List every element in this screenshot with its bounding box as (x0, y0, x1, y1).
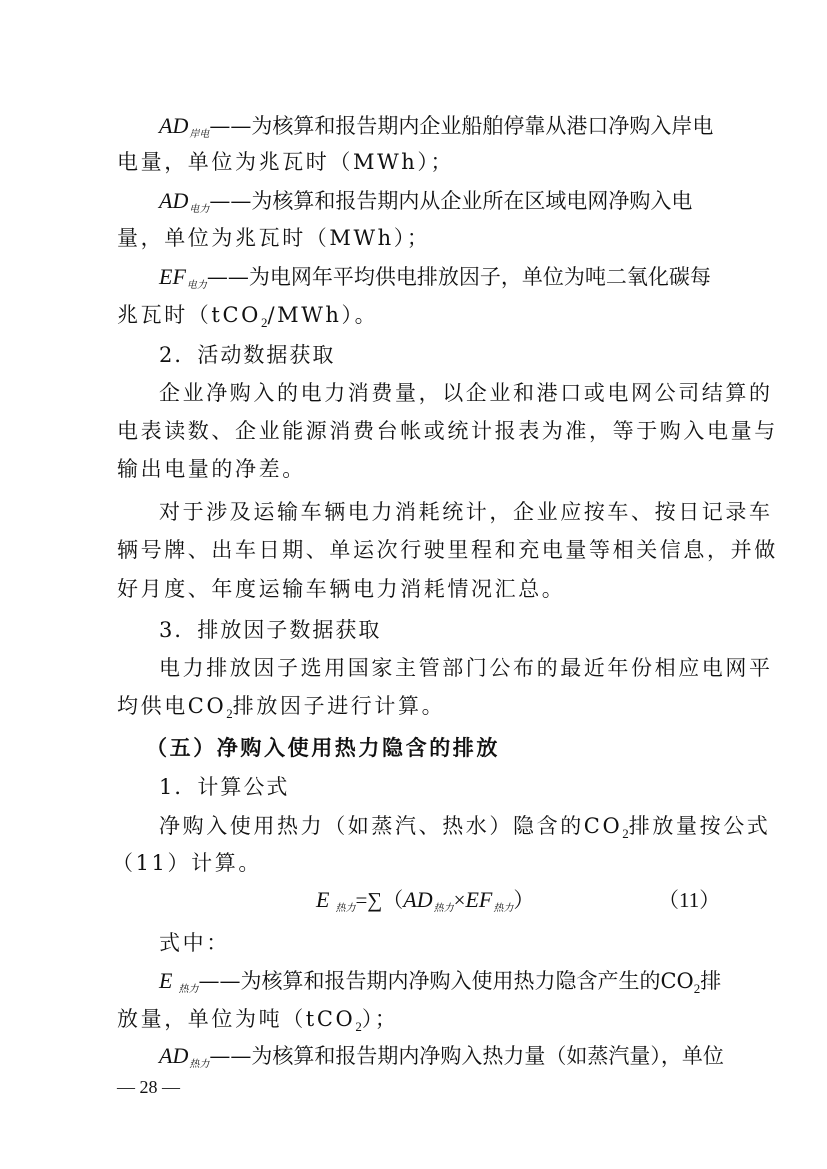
eq-sum: =∑（ (355, 888, 404, 912)
definition-text: ——为核算和报告期内企业船舶停靠从港口净购入岸电 (209, 114, 714, 138)
paragraph-heat-line2: （11）计算。 (112, 851, 262, 875)
definition-e-heat-line2 (117, 1006, 399, 1035)
subscript-heat: 热力 (189, 1059, 210, 1070)
factor-text-tail: 排放因子进行计算。 (232, 694, 446, 718)
subscript-two: 2 (226, 706, 233, 721)
section-heading-heat: （五）净购入使用热力隐含的排放 (146, 735, 500, 760)
definition-ef-power-line2 (117, 302, 378, 331)
where-label: 式中： (159, 931, 230, 955)
definition-ad-shore-line2: 电量，单位为兆瓦时（MWh）； (117, 150, 455, 174)
subscript-power: 电力 (189, 204, 210, 215)
eq-times: × (453, 888, 466, 912)
paragraph-activity-line1: 企业净购入的电力消费量，以企业和港口或电网公司结算的 (159, 381, 773, 405)
definition-text: ——为电网年平均供电排放因子，单位为吨二氧化碳每 (206, 265, 711, 289)
paragraph-vehicle-line1: 对于涉及运输车辆电力消耗统计，企业应按车、按日记录车 (159, 500, 773, 524)
definition-text: ——为核算和报告期内净购入热力量（如蒸汽量），单位 (209, 1044, 724, 1068)
equation-number: （11） (658, 888, 721, 912)
heading-formula: 1．计算公式 (159, 775, 290, 799)
unit-text-tail: ）； (361, 1007, 399, 1031)
definition-ad-shore-line1 (159, 113, 713, 144)
unit-text: 兆瓦时（tCO (117, 303, 261, 327)
symbol-ad: AD (159, 1043, 189, 1068)
eq-ef: EF (465, 887, 493, 912)
paragraph-activity-line2: 电表读数、企业能源消费台帐或统计报表为准，等于购入电量与 (117, 419, 778, 443)
definition-ef-power-line1 (159, 264, 711, 295)
paragraph-activity-line3: 输出电量的净差。 (117, 457, 306, 481)
factor-text: 均供电CO (117, 694, 227, 718)
subscript-two: 2 (355, 1019, 362, 1034)
subscript-two: 2 (622, 826, 629, 841)
subscript-shore: 岸电 (189, 129, 210, 140)
symbol-ad: AD (159, 188, 189, 213)
definition-e-heat-line1 (159, 968, 724, 999)
eq-ad-sub: 热力 (433, 903, 454, 914)
symbol-ef: EF (159, 264, 186, 289)
unit-text-tail: /MWh）。 (267, 303, 379, 327)
definition-ad-power-line2: 量，单位为兆瓦时（MWh）； (117, 226, 431, 250)
page-number: — 28 — (117, 1077, 180, 1097)
paragraph-factor-line1: 电力排放因子选用国家主管部门公布的最近年份相应电网平 (159, 656, 773, 680)
eq-ad: AD (403, 887, 433, 912)
subscript-heat: 热力 (178, 984, 199, 995)
eq-lhs-sub: 热力 (335, 903, 356, 914)
paragraph-vehicle-line2: 辆号牌、出车日期、单运次行驶里程和充电量等相关信息，并做 (117, 538, 778, 562)
unit-text: 放量，单位为吨（tCO (117, 1007, 356, 1031)
symbol-e: E (159, 968, 173, 993)
subscript-two: 2 (260, 315, 268, 330)
definition-ad-power-line1 (159, 188, 692, 219)
definition-ad-heat-line1 (159, 1043, 724, 1074)
symbol-ad: AD (159, 113, 189, 138)
definition-text: ——为核算和报告期内净购入使用热力隐含产生的CO (198, 969, 694, 993)
definition-text-tail: 排 (700, 969, 724, 993)
eq-close: ） (513, 888, 535, 912)
subscript-two: 2 (693, 981, 701, 996)
equation-11 (316, 887, 534, 918)
heat-text: 净购入使用热力（如蒸汽、热水）隐含的CO (159, 814, 623, 838)
heading-activity-data: 2．活动数据获取 (159, 343, 336, 367)
eq-ef-sub: 热力 (493, 903, 514, 914)
heading-emission-factor: 3．排放因子数据获取 (159, 618, 382, 642)
subscript-power: 电力 (186, 280, 207, 291)
paragraph-factor-line2 (117, 693, 445, 722)
eq-lhs: E (316, 887, 330, 912)
paragraph-heat-line1 (159, 813, 770, 842)
definition-text: ——为核算和报告期内从企业所在区域电网净购入电 (209, 189, 693, 213)
heat-text-tail: 排放量按公式 (628, 814, 771, 838)
paragraph-vehicle-line3: 好月度、年度运输车辆电力消耗情况汇总。 (117, 577, 566, 601)
